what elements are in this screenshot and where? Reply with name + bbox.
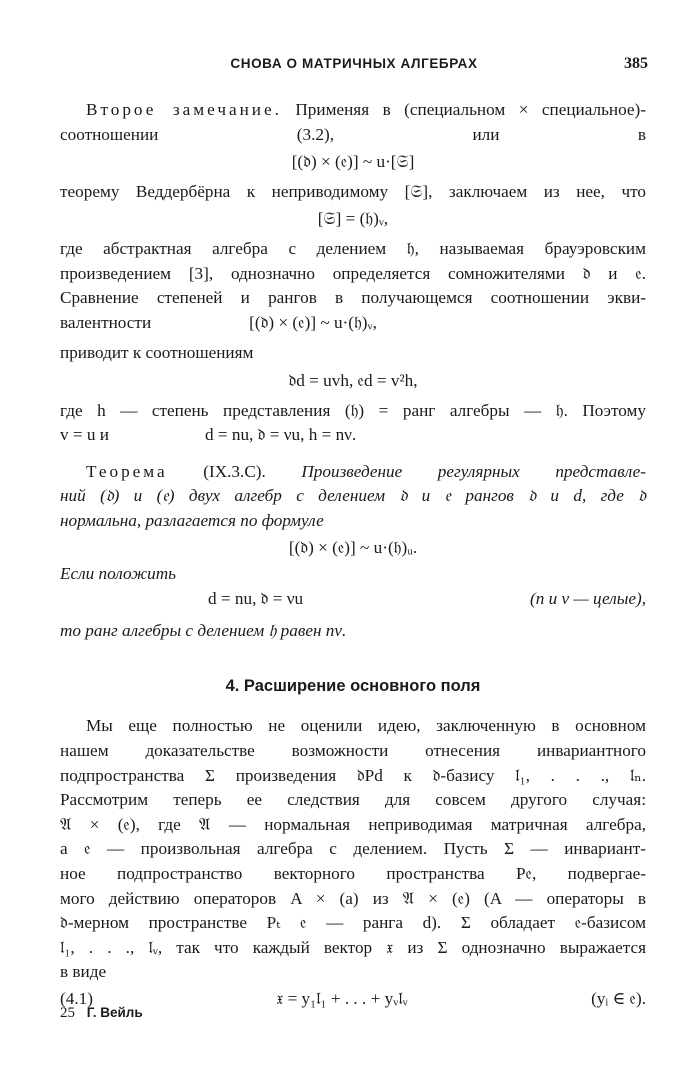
theorem-line-5: то ранг алгебры с делением 𝔥 равен nν. [60, 621, 347, 641]
remark-inline-equation: [(𝔡) × (𝔢)] ~ u·(𝔥)ᵥ, [249, 312, 377, 332]
section-line-3: подпространства Σ произведения 𝔡Pd к 𝔡-базису 𝔩₁, . . ., 𝔩ₙ. [60, 765, 646, 785]
section-line-4: Рассмотрим теперь ее следствия для совсем другого случая: [60, 790, 646, 810]
section-line-2: нашем доказательстве возможности отнесения инвариантного [60, 741, 646, 761]
theorem-ref: (IX.3.C). [203, 461, 266, 481]
theorem-text-1: Произведение регулярных представле- [301, 461, 647, 481]
remark-equation-1: [(𝔡) × (𝔢)] ~ u·[𝔖] [291, 152, 415, 172]
section-line-7: ное подпространство векторного пространства P𝔢, подвергае- [60, 864, 646, 884]
remark-line-3d [60, 311, 646, 336]
theorem-line-1 [60, 460, 646, 485]
running-title: СНОВА О МАТРИЧНЫХ АЛГЕБРАХ [230, 56, 478, 71]
theorem-equation-2: d = nu, 𝔡 = νu [208, 588, 304, 608]
running-head [60, 52, 648, 76]
remark-line-1 [60, 98, 646, 147]
footer-author: Г. Вейль [86, 1005, 143, 1020]
section-line-1: Мы еще полностью не оценили идею, заключенную в основном [86, 716, 646, 736]
section-equation: 𝔵 = y₁𝔩₁ + . . . + yᵥ𝔩ᵥ [276, 989, 408, 1008]
section-line-8: мого действию операторов A × (a) из 𝔄 × (𝔢) (A — операторы в [60, 888, 646, 908]
section-line-5: 𝔄 × (𝔢), где 𝔄 — нормальная неприводимая матричная алгебра, [60, 814, 646, 834]
theorem-equation-row [60, 587, 646, 612]
remark-equation-5: d = nu, 𝔡 = νu, h = nν. [204, 425, 357, 445]
remark-line-3c: Сравнение степеней и рангов в получающемся соотношении экви- [60, 288, 646, 308]
remark-equation-2: [𝔖] = (𝔥)ᵥ, [317, 209, 389, 229]
remark-line-3b: произведением [3], однозначно определяется сомножителями 𝔡 и 𝔢. [60, 263, 646, 283]
section-equation-row [60, 987, 646, 1012]
footer [60, 1001, 143, 1026]
remark-text-3d: валентности [60, 312, 152, 332]
remark-text-5b: v = u и [60, 425, 109, 445]
equation-label: (4.1) [60, 989, 93, 1008]
remark-line-3a: где абстрактная алгебра с делением 𝔥, называемая брауэровским [60, 238, 646, 258]
theorem-equation-note: (n и ν — целые), [529, 588, 646, 608]
section-line-9: 𝔡-мерном пространстве Pₜ 𝔢 — ранга d). Σ обладает 𝔢-базисом [60, 913, 646, 933]
remark-line-5a: где h — степень представления (𝔥) = ранг алгебры — 𝔥. Поэтому [60, 400, 646, 420]
signature-number: 25 [60, 1005, 75, 1021]
theorem-line-4: Если положить [60, 564, 176, 584]
theorem-line-3: нормальна, разлагается по формуле [60, 510, 324, 530]
remark-equation-4: 𝔡d = uvh, 𝔢d = v²h, [288, 370, 418, 390]
section-title: 4. Расширение основного поля [225, 676, 481, 695]
section-equation-note: (yᵢ ∈ 𝔢). [591, 989, 646, 1008]
section-line-6: а 𝔢 — произвольная алгебра с делением. Пусть Σ — инвариант- [60, 839, 646, 859]
theorem-equation-1: [(𝔡) × (𝔢)] ~ u·(𝔥)ᵤ. [288, 537, 418, 557]
remark-line-5b [60, 423, 646, 448]
remark-line-2: теорему Веддербёрна к неприводимому [𝔖], заключаем из нее, что [60, 181, 646, 201]
page-number: 385 [624, 55, 648, 72]
section-line-10: 𝔩₁, . . ., 𝔩ᵥ, так что каждый вектор 𝔵 из Σ однозначно выражается [60, 937, 646, 957]
theorem-line-2: ний (𝔡) и (𝔢) двух алгебр с делением 𝔡 и 𝔢 рангов 𝔡 и d, где 𝔡 [60, 486, 646, 506]
remark-text-1: Применяя в (специальном × специальное)-соотношении (3.2), или в [60, 100, 646, 144]
remark-heading: Второе замечание. [86, 100, 282, 119]
remark-line-4: приводит к соотношениям [60, 343, 254, 363]
text-body [60, 98, 646, 1012]
theorem-label: Теорема [86, 461, 168, 481]
section-line-11: в виде [60, 962, 107, 982]
